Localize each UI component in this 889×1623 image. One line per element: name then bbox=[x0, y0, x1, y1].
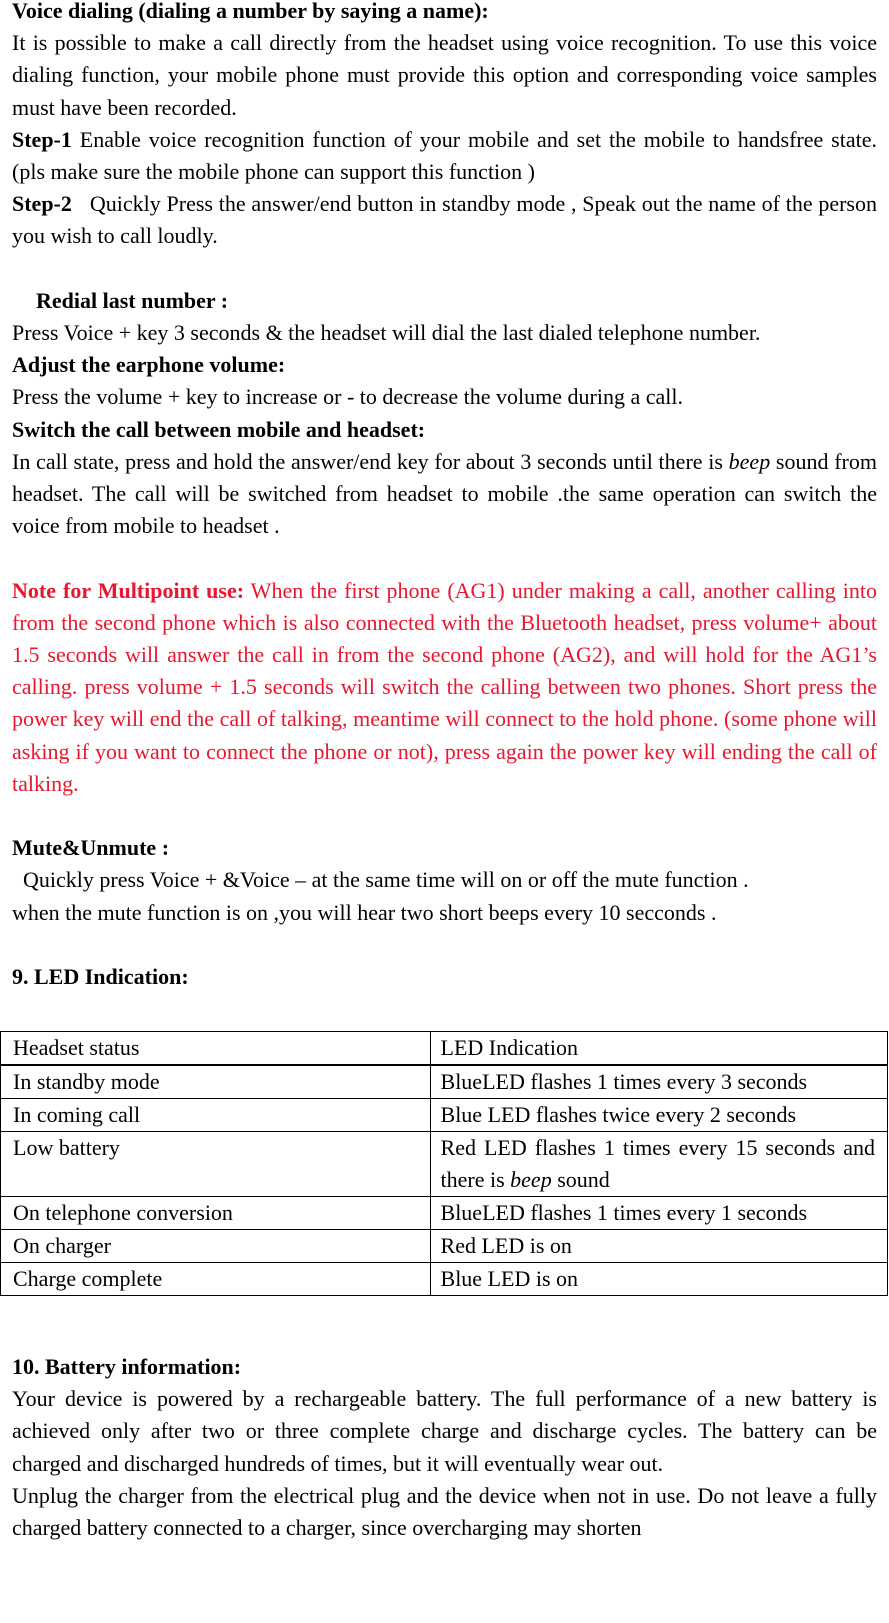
multipoint-label: Note for Multipoint use: bbox=[12, 577, 245, 603]
switch-call-beep: beep bbox=[728, 448, 771, 474]
battery-section bbox=[12, 1351, 877, 1544]
row-status: Charge complete bbox=[1, 1263, 431, 1296]
row-indication: Blue LED is on bbox=[430, 1263, 887, 1296]
switch-call-text-b: sound from headset. The call will be switched from headset to mobile .the same operation can switch the voice from mobile to headset . bbox=[12, 448, 877, 539]
row-status: Low battery bbox=[1, 1132, 431, 1197]
mute-heading: Mute&Unmute : bbox=[12, 835, 170, 861]
table-row bbox=[1, 1197, 888, 1230]
table-row bbox=[1, 1132, 888, 1197]
switch-call-heading: Switch the call between mobile and headset: bbox=[12, 416, 426, 442]
row-indication bbox=[430, 1132, 887, 1197]
table-row bbox=[1, 1099, 888, 1132]
row-indication: Blue LED flashes twice every 2 seconds bbox=[430, 1099, 887, 1132]
col-header-indication: LED Indication bbox=[430, 1032, 887, 1066]
mute-line-1: Quickly press Voice + &Voice – at the same time will on or off the mute function . bbox=[23, 867, 749, 893]
redial-heading: Redial last number : bbox=[36, 287, 229, 313]
step-1-label: Step-1 bbox=[12, 126, 72, 152]
low-battery-indication-b: sound bbox=[551, 1167, 610, 1192]
table-row bbox=[1, 1263, 888, 1296]
step-2-text: Quickly Press the answer/end button in standby mode , Speak out the name of the person you wish to call loudly. bbox=[12, 191, 877, 249]
table-header-row bbox=[1, 1032, 888, 1066]
led-indication-table bbox=[0, 1031, 888, 1296]
step-2-label: Step-2 bbox=[12, 191, 72, 217]
table-row bbox=[1, 1065, 888, 1099]
led-heading: 9. LED Indication: bbox=[12, 964, 189, 990]
redial-text: Press Voice + key 3 seconds & the headset will dial the last dialed telephone number. bbox=[12, 320, 761, 346]
step-2-paragraph bbox=[12, 188, 877, 252]
step-1-text: Enable voice recognition function of your mobile and set the mobile to handsfree state. (pls make sure the mobile phone can support this function ) bbox=[12, 126, 877, 185]
voice-dialing-heading: Voice dialing (dialing a number by saying a name): bbox=[12, 0, 489, 23]
row-status: In standby mode bbox=[1, 1065, 431, 1099]
row-status: On charger bbox=[1, 1230, 431, 1263]
battery-paragraph-1: Your device is powered by a rechargeable battery. The full performance of a new battery is achieved only after two or three complete charge and discharge cycles. The battery can be charged and discharged hundreds of times, but it will eventually wear out. bbox=[12, 1386, 877, 1476]
switch-call-text-a: In call state, press and hold the answer/end key for about 3 seconds until there is bbox=[12, 448, 729, 474]
battery-heading: 10. Battery information: bbox=[12, 1354, 242, 1379]
multipoint-text: When the first phone (AG1) under making a call, another calling into from the second phone which is also connected with the Bluetooth headset, press volume+ about 1.5 seconds will answer the call in from the second phone (AG2), and will hold for the AG1’s calling. press volume + 1.5 seconds will switch the calling between two phones. Short press the power key will end the call of talking, meantime will connect to the hold phone. (some phone will asking if you want to connect the phone or not), press again the power key will ending the call of talking. bbox=[12, 577, 877, 796]
col-header-status: Headset status bbox=[1, 1032, 431, 1066]
low-battery-indication-a: Red LED flashes 1 times every 15 seconds and there is bbox=[440, 1135, 875, 1192]
battery-paragraph-2: Unplug the charger from the electrical plug and the device when not in use. Do not leave a fully charged battery connected to a charger, since overcharging may shorten bbox=[12, 1482, 877, 1541]
row-indication: Red LED is on bbox=[430, 1230, 887, 1263]
row-indication: BlueLED flashes 1 times every 3 seconds bbox=[430, 1065, 887, 1099]
row-status: In coming call bbox=[1, 1099, 431, 1132]
switch-call-paragraph bbox=[12, 446, 877, 543]
table-row bbox=[1, 1230, 888, 1263]
row-indication: BlueLED flashes 1 times every 1 seconds bbox=[430, 1197, 887, 1230]
multipoint-note bbox=[12, 575, 877, 800]
voice-dialing-intro: It is possible to make a call directly from the headset using voice recognition. To use this voice dialing function, your mobile phone must provide this option and corresponding voice samples must have been recorded. bbox=[12, 30, 877, 120]
volume-text: Press the volume + key to increase or - to decrease the volume during a call. bbox=[12, 384, 683, 410]
step-1-paragraph bbox=[12, 124, 877, 188]
manual-page bbox=[12, 0, 877, 993]
mute-line-2: when the mute function is on ,you will hear two short beeps every 10 secconds . bbox=[12, 899, 717, 925]
row-status: On telephone conversion bbox=[1, 1197, 431, 1230]
volume-heading: Adjust the earphone volume: bbox=[12, 352, 286, 378]
low-battery-beep: beep bbox=[510, 1167, 552, 1192]
